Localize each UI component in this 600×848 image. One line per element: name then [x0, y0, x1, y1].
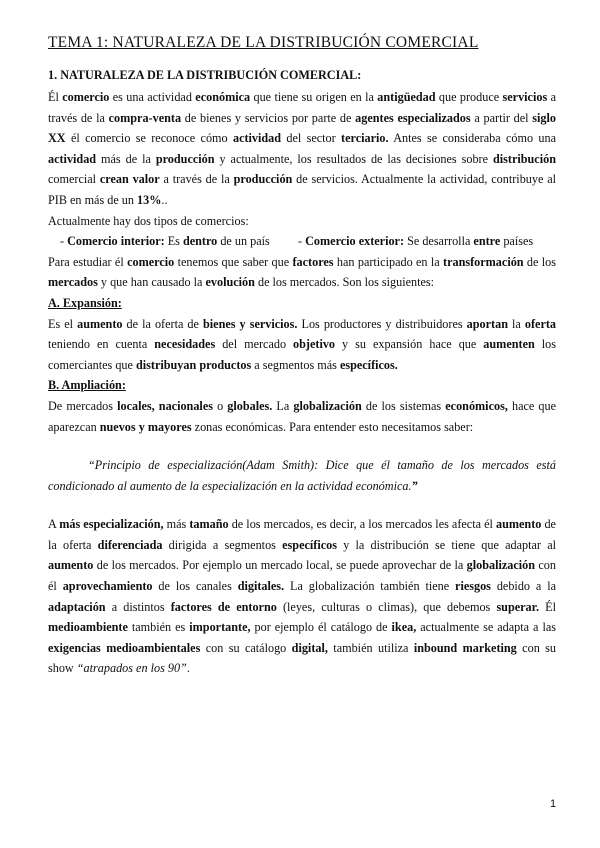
text-run: a través de la [159, 172, 234, 187]
text-run: distribución [492, 151, 556, 166]
text-run: los comerciantes que [48, 337, 556, 372]
text-run: (leyes, culturas o climas), que debemos [276, 599, 497, 614]
text-run: de los mercados. Por ejemplo un mercado local, se puede aprovechar de la [93, 558, 467, 573]
text-run: del mercado [215, 337, 294, 352]
text-run: dirigida a segmentos [162, 537, 283, 552]
text-run: Los productores y distribuidores [297, 316, 467, 331]
text-run: crean valor [99, 172, 160, 187]
text-run: tenemos que saber que [174, 254, 293, 269]
text-run: que tiene su origen en la [250, 90, 378, 104]
text-run: distribuyan productos [135, 357, 252, 372]
text-run: Comercio exterior: [305, 234, 405, 249]
text-run: superar. [496, 599, 539, 614]
text-run: dentro [182, 234, 218, 249]
text-run: él comercio se reconoce cómo [65, 131, 233, 146]
text-run: exigencias medioambientales [48, 640, 201, 655]
text-run: de la oferta [48, 517, 556, 552]
text-run: a distintos [105, 599, 171, 614]
text-run: objetivo [293, 337, 336, 352]
text-run: medioambiente [48, 620, 128, 635]
text-run: económicos, [445, 398, 508, 413]
text-run: A [48, 517, 60, 532]
text-run: importante, [189, 620, 251, 635]
text-run: con su catálogo [200, 640, 292, 655]
text-run: globalización [466, 558, 536, 573]
text-run: digitales. [237, 579, 285, 594]
text-run: que produce [435, 90, 503, 104]
text-run: aumento [77, 316, 123, 331]
text-run: han participado en la [333, 254, 444, 269]
text-run: inbound marketing [413, 640, 517, 655]
paragraph-types-intro: Actualmente hay dos tipos de comercios: [48, 213, 249, 228]
text-run: transformación [443, 254, 524, 269]
text-run: más [163, 517, 190, 532]
text-run: debido a la [490, 579, 557, 594]
text-run: ikea, [391, 620, 417, 635]
text-run: tamaño [189, 517, 229, 532]
text-run: específicos. [339, 357, 398, 372]
text-run: países [500, 234, 534, 249]
text-run: aumenten [483, 337, 535, 352]
commerce-type-interior [60, 231, 298, 252]
text-run: o [212, 398, 228, 413]
text-run: de los canales [152, 579, 238, 594]
paragraph-ampliacion [48, 396, 556, 437]
text-run: más especialización, [59, 517, 164, 532]
text-run: diferenciada [97, 537, 163, 552]
text-run: y actualmente, los resultados de las decisiones sobre [214, 151, 493, 166]
text-run: hace que aparezcan [48, 398, 557, 434]
text-run: De mercados [48, 398, 118, 413]
text-run: también es [127, 620, 190, 635]
document-page [48, 34, 556, 679]
paragraph-expansion [48, 314, 556, 376]
text-run: de bienes y servicios por parte de [181, 110, 356, 125]
text-run: 13% [137, 192, 162, 207]
text-run: a segmentos más [251, 357, 340, 372]
paragraph-intro [48, 87, 556, 211]
text-run: globales. [227, 398, 273, 413]
text-run: específicos [282, 537, 337, 552]
text-run: producción [233, 172, 293, 187]
text-run: Él [539, 599, 556, 614]
paragraph-factors [48, 252, 556, 293]
text-run: por ejemplo él catálogo de [250, 620, 392, 635]
text-run: locales, nacionales [117, 398, 213, 413]
text-run: siglo XX [48, 110, 556, 146]
text-run: La [272, 398, 294, 413]
text-run: aportan [466, 316, 508, 331]
text-run: y su expansión hace que [335, 337, 484, 352]
text-run: aumento [496, 517, 542, 532]
text-run: de la oferta de [122, 316, 203, 331]
text-run: actividad [232, 131, 282, 146]
text-run: La globalización también tiene [284, 579, 456, 594]
text-run: producción [155, 151, 215, 166]
text-run: de los sistemas [361, 398, 446, 413]
text-run: aumento [48, 558, 94, 573]
text-run: . [186, 661, 190, 676]
text-run: Comercio interior: [67, 234, 165, 249]
text-run: comercio [127, 254, 175, 269]
text-run: de servicios. Actualmente la actividad, contribuye al PIB en más de un [48, 172, 557, 207]
text-run: ” [411, 478, 418, 493]
page-number: 1 [550, 798, 557, 810]
subheading-ampliacion: B. Ampliación: [48, 378, 126, 393]
text-run: más de la [96, 151, 156, 166]
text-run: entre [473, 234, 501, 249]
text-run: de los [523, 254, 556, 269]
text-run: comercial [48, 172, 100, 187]
document-title: TEMA 1: NATURALEZA DE LA DISTRIBUCIÓN COMERCIAL [48, 34, 479, 51]
text-run: factores [292, 254, 334, 269]
paragraph-specialization [48, 514, 556, 679]
text-run: oferta [524, 316, 557, 331]
text-run: Él [48, 90, 63, 104]
text-run: actividad [48, 151, 97, 166]
text-run: Es el [48, 316, 78, 331]
text-run: del sector [281, 131, 342, 146]
text-run: antigüedad [377, 90, 436, 104]
text-run: bienes y servicios. [203, 316, 298, 331]
text-run: económica [195, 90, 251, 104]
text-run: nuevos y mayores [99, 419, 192, 434]
text-run: de los mercados. Son los siguientes: [254, 275, 435, 290]
text-run: adaptación [48, 599, 106, 614]
text-run: la [507, 316, 525, 331]
text-run: Para estudiar él [48, 254, 128, 269]
text-run: a partir del [470, 110, 533, 125]
text-run: también utiliza [327, 640, 414, 655]
text-run: mercados [48, 275, 98, 290]
text-run: “Principio de especialización(Adam Smith): Dice que él tamaño de los mercados está condicionado al aumento de la especialización en la actividad económica. [48, 458, 556, 493]
text-run: servicios [502, 90, 548, 104]
text-run: con su show [48, 640, 557, 676]
subheading-expansion: A. Expansión: [48, 295, 122, 310]
text-run: y la distribución se tiene que adaptar al [336, 537, 556, 552]
text-run: terciario. [341, 131, 389, 146]
text-run: evolución [205, 275, 255, 290]
text-run: Es [164, 234, 183, 249]
text-run: con él [48, 558, 556, 594]
commerce-types [48, 231, 556, 252]
text-run: - [298, 234, 306, 249]
text-run: globalización [293, 398, 362, 413]
text-run: a través de la [48, 90, 556, 125]
text-run: de los mercados, es decir, a los mercados les afecta él [228, 517, 496, 532]
text-run: Antes se consideraba cómo una [388, 131, 556, 146]
text-run: comercio [62, 90, 110, 104]
text-run: teniendo en cuenta [48, 337, 155, 352]
text-run: riesgos [455, 579, 491, 594]
text-run: digital, [291, 640, 328, 655]
text-run: es una actividad [109, 90, 196, 104]
text-run: “atrapados en los 90” [76, 661, 187, 676]
text-run: y que han causado la [97, 275, 206, 290]
text-run: actualmente se adapta a las [416, 620, 556, 635]
quote-adam-smith [48, 455, 556, 496]
text-run: zonas económicas. Para entender esto necesitamos saber: [191, 419, 474, 434]
text-run: factores de entorno [170, 599, 277, 614]
text-run: de un país [217, 234, 270, 249]
text-run: Se desarrolla [404, 234, 474, 249]
commerce-type-exterior [298, 231, 533, 252]
text-run: agentes especializados [355, 110, 471, 125]
text-run: compra-venta [108, 110, 182, 125]
text-run: - [60, 234, 68, 249]
text-run: .. [161, 192, 168, 207]
text-run: necesidades [154, 337, 216, 352]
section-heading: 1. NATURALEZA DE LA DISTRIBUCIÓN COMERCIAL: [48, 68, 362, 82]
text-run: aprovechamiento [62, 579, 153, 594]
